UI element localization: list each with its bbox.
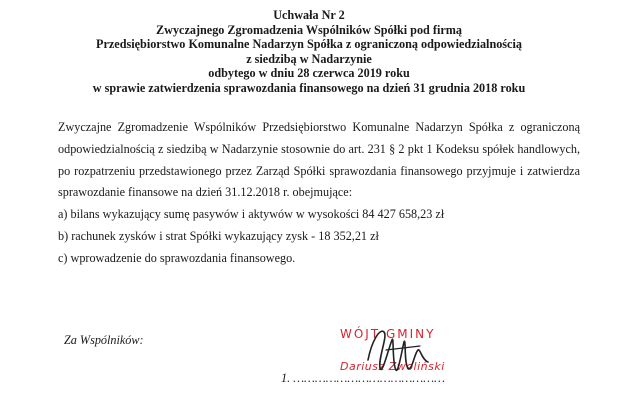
list-item-balance-sheet: a) bilans wykazujący sumę pasywów i aktywów w wysokości 84 427 658,23 zł [58, 207, 445, 222]
company-name: Przedsiębiorstwo Komunalne Nadarzyn Spółka z ograniczoną odpowiedzialnością [96, 37, 522, 52]
list-item-introduction: c) wprowadzenie do sprawozdania finansowego. [58, 250, 296, 265]
signature-line: 1. …………………………………… [281, 371, 445, 385]
stamp-name: Dariusz Zwoliński [340, 360, 445, 373]
company-seat: z siedzibą w Nadarzynie [246, 51, 372, 66]
resolution-number: Uchwała Nr 2 [273, 8, 345, 22]
resolution-body [58, 117, 580, 270]
signatures-label: Za Wspólników: [64, 333, 144, 347]
main-paragraph: Zwyczajne Zgromadzenie Wspólników Przedsiębiorstwo Komunalne Nadarzyn Spółka z ograniczoną odpowiedzialnością z siedzibą w Nadarzynie stosownie do art. 231 § 2 pkt 1 Kodeksu spółek handlowych, po rozpatrzeniu przedstawionego przez Zarząd Spółki sprawozdania finansowego przyjmuje i zatwierdza sprawozdanie finansowe na dzień 31.12.2018 r. obejmujące: [58, 120, 580, 200]
meeting-date: odbytego w dniu 28 czerwca 2019 roku [208, 66, 410, 81]
stamp-title: WÓJT GMINY [340, 327, 436, 341]
resolution-header [0, 8, 618, 96]
assembly-line: Zwyczajnego Zgromadzenia Wspólników Spółki pod firmą [156, 22, 462, 37]
list-item-income-statement: b) rachunek zysków i strat Spółki wykazujący zysk - 18 352,21 zł [58, 228, 379, 243]
resolution-subject: w sprawie zatwierdzenia sprawozdania finansowego na dzień 31 grudnia 2018 roku [92, 80, 526, 95]
